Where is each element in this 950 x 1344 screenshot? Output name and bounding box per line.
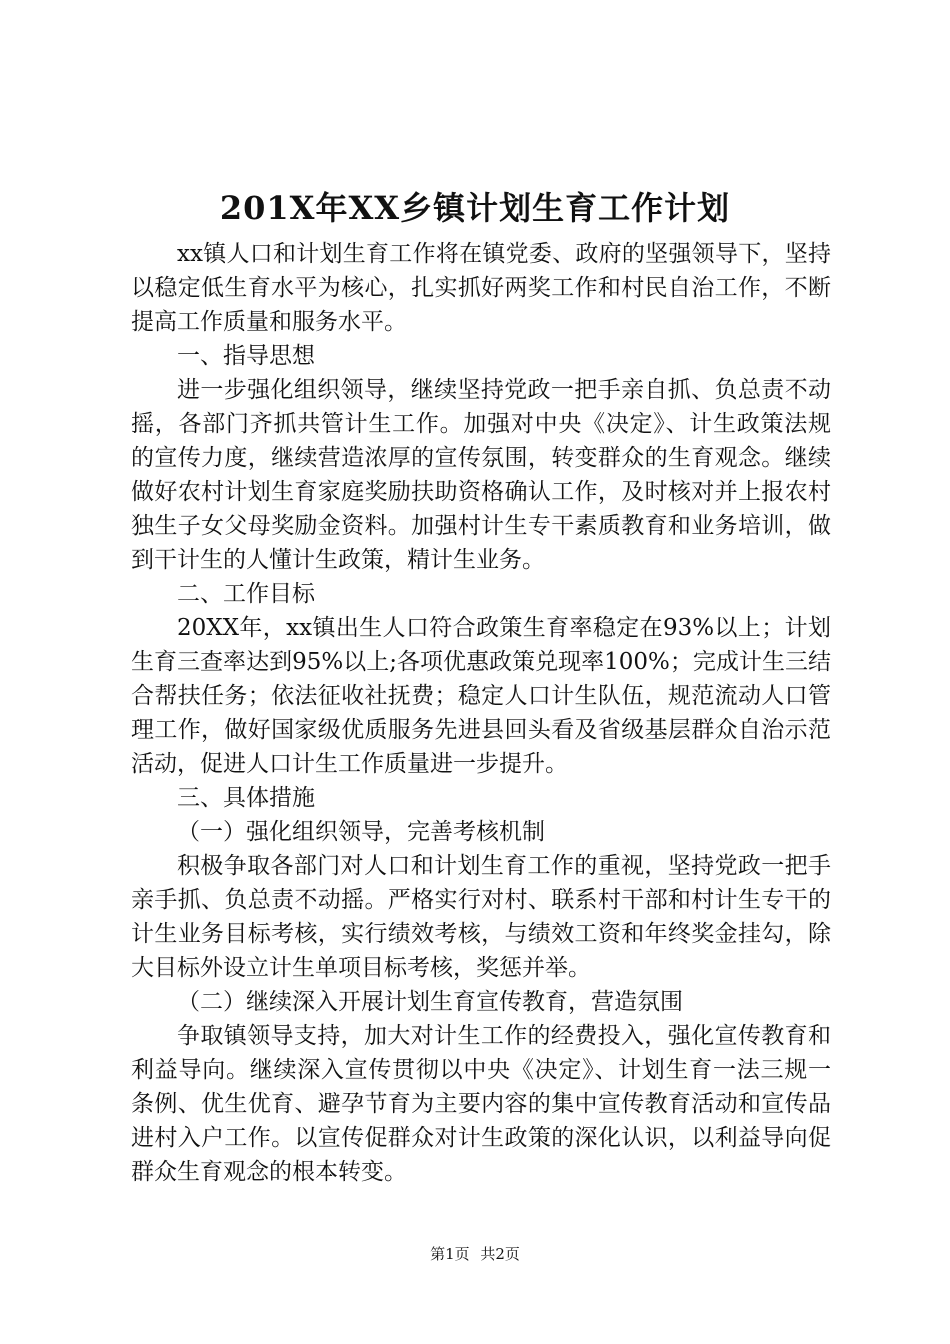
intro-paragraph: xx镇人口和计划生育工作将在镇党委、政府的坚强领导下，坚持以稳定低生育水平为核心，扎实抓好两奖工作和村民自治工作，不断提高工作质量和服务水平。 <box>131 241 831 335</box>
document-body <box>131 237 831 1189</box>
subsection-heading: （一）强化组织领导，完善考核机制 <box>177 819 545 845</box>
subsection-heading: （二）继续深入开展计划生育宣传教育，营造氛围 <box>177 989 683 1015</box>
document-title: 201X年XX乡镇计划生育工作计划 <box>219 189 731 227</box>
body-paragraph: 进一步强化组织领导，继续坚持党政一把手亲自抓、负总责不动摇，各部门齐抓共管计生工作。加强对中央《决定》、计生政策法规的宣传力度，继续营造浓厚的宣传氛围，转变群众的生育观念。继续做好农村计划生育家庭奖励扶助资格确认工作，及时核对并上报农村独生子女父母奖励金资料。加强村计生专干素质教育和业务培训，做到干计生的人懂计生政策，精计生业务。 <box>131 377 831 573</box>
section-heading: 二、工作目标 <box>177 581 315 607</box>
body-paragraph: 积极争取各部门对人口和计划生育工作的重视，坚持党政一把手亲手抓、负总责不动摇。严格实行对村、联系村干部和村计生专干的计生业务目标考核，实行绩效考核，与绩效工资和年终奖金挂勾，除大目标外设立计生单项目标考核，奖惩并举。 <box>131 853 831 981</box>
body-paragraph: 争取镇领导支持，加大对计生工作的经费投入，强化宣传教育和利益导向。继续深入宣传贯彻以中央《决定》、计划生育一法三规一条例、优生优育、避孕节育为主要内容的集中宣传教育活动和宣传品进村入户工作。以宣传促群众对计生政策的深化认识，以利益导向促群众生育观念的根本转变。 <box>131 1023 831 1185</box>
body-paragraph: 20XX年，xx镇出生人口符合政策生育率稳定在93%以上；计划生育三查率达到95%以上;各项优惠政策兑现率100%；完成计生三结合帮扶任务；依法征收社抚费；稳定人口计生队伍，规范流动人口管理工作，做好国家级优质服务先进县回头看及省级基层群众自治示范活动，促进人口计生工作质量进一步提升。 <box>131 615 831 777</box>
page-total: 共2页 <box>480 1245 520 1263</box>
page-number: 第1页 <box>430 1245 470 1263</box>
section-heading: 三、具体措施 <box>177 785 315 811</box>
section-heading: 一、指导思想 <box>177 343 315 369</box>
page-footer <box>0 1244 950 1264</box>
